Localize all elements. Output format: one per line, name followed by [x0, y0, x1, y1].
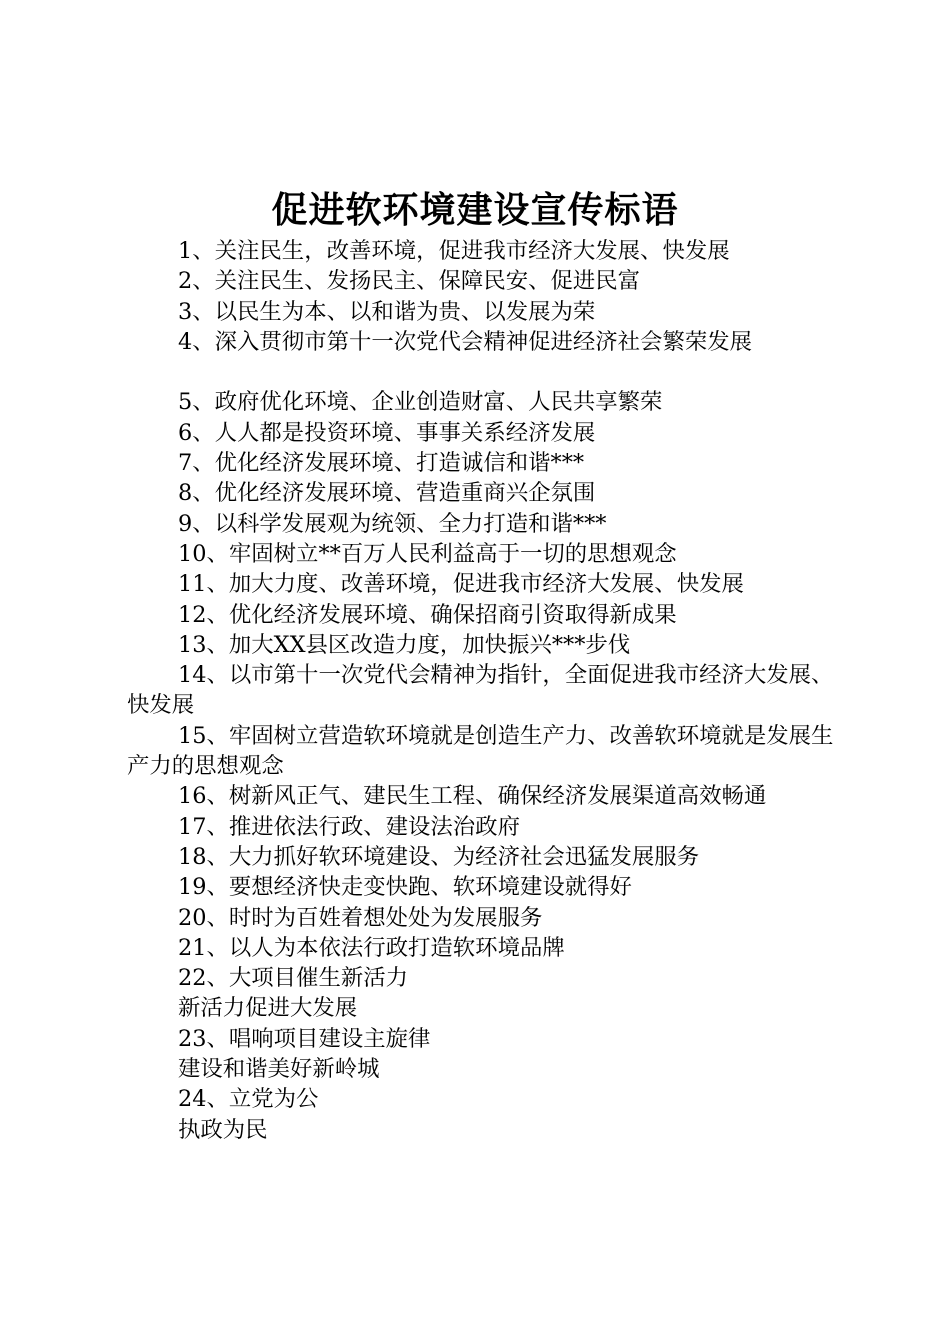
slogan-item: 5、政府优化环境、企业创造财富、人民共享繁荣 — [178, 389, 663, 416]
slogan-item: 12、优化经济发展环境、确保招商引资取得新成果 — [178, 601, 677, 628]
slogan-item: 2、关注民生、发扬民主、保障民安、促进民富 — [178, 268, 641, 295]
slogan-item: 1、关注民生，改善环境，促进我市经济大发展、快发展 — [178, 238, 730, 264]
slogan-item: 23、唱响项目建设主旋律 — [178, 1025, 431, 1052]
slogan-item: 10、牢固树立**百万人民利益高于一切的思想观念 — [178, 540, 677, 567]
slogan-list — [127, 236, 837, 1145]
slogan-continuation: 新活力促进大发展 — [178, 995, 358, 1022]
slogan-item: 9、以科学发展观为统领、全力打造和谐*** — [178, 510, 607, 537]
slogan-item: 8、优化经济发展环境、营造重商兴企氛围 — [178, 480, 596, 507]
slogan-item: 15、牢固树立营造软环境就是创造生产力、改善软环境就是发展生产力的思想观念 — [127, 722, 834, 780]
slogan-item: 18、大力抓好软环境建设、为经济社会迅猛发展服务 — [178, 843, 700, 870]
slogan-item: 16、树新风正气、建民生工程、确保经济发展渠道高效畅通 — [178, 783, 767, 810]
slogan-item: 22、大项目催生新活力 — [178, 965, 409, 992]
slogan-continuation: 建设和谐美好新岭城 — [178, 1056, 380, 1083]
document-title: 促进软环境建设宣传标语 — [271, 189, 679, 231]
slogan-item: 20、时时为百姓着想处处为发展服务 — [178, 904, 543, 931]
slogan-item: 17、推进依法行政、建设法治政府 — [178, 813, 520, 840]
slogan-item: 13、加大XX县区改造力度，加快振兴***步伐 — [178, 631, 631, 658]
slogan-item: 11、加大力度、改善环境，促进我市经济大发展、快发展 — [178, 571, 744, 598]
slogan-item: 3、以民生为本、以和谐为贵、以发展为荣 — [178, 298, 596, 325]
slogan-item: 21、以人为本依法行政打造软环境品牌 — [178, 934, 565, 961]
slogan-item: 14、以市第十一次党代会精神为指针，全面促进我市经济大发展、快发展 — [127, 662, 834, 719]
slogan-item: 24、立党为公 — [178, 1086, 319, 1113]
slogan-item: 7、优化经济发展环境、打造诚信和谐*** — [178, 450, 585, 477]
slogan-item: 6、人人都是投资环境、事事关系经济发展 — [178, 419, 596, 446]
slogan-item: 4、深入贯彻市第十一次党代会精神促进经济社会繁荣发展 — [178, 328, 753, 355]
slogan-item: 19、要想经济快走变快跑、软环境建设就得好 — [178, 874, 632, 901]
slogan-continuation: 执政为民 — [178, 1116, 268, 1143]
